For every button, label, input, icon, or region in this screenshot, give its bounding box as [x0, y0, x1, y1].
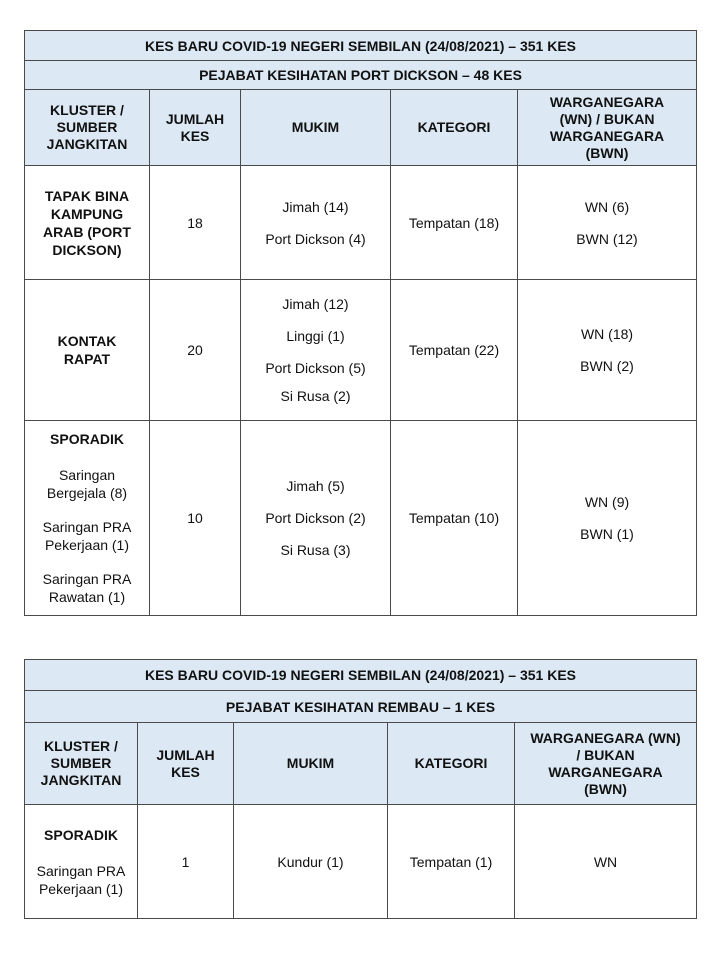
warga-cell: WN [515, 805, 697, 919]
mukim-cell: Jimah (12) Linggi (1) Port Dickson (5) Si Rusa (2) [241, 280, 391, 421]
header-kluster: KLUSTER / SUMBER JANGKITAN [25, 723, 138, 805]
warga-cell: WN (9) BWN (1) [518, 421, 697, 616]
header-kategori: KATEGORI [391, 90, 518, 166]
table-title: KES BARU COVID-19 NEGERI SEMBILAN (24/08/2021) – 351 KES [25, 31, 697, 61]
table-subtitle: PEJABAT KESIHATAN REMBAU – 1 KES [25, 691, 697, 723]
jumlah-cell: 10 [150, 421, 241, 616]
table-port-dickson [24, 30, 697, 616]
mukim-cell: Jimah (5) Port Dickson (2) Si Rusa (3) [241, 421, 391, 616]
kategori-cell: Tempatan (18) [391, 166, 518, 280]
table-row [25, 805, 697, 919]
kategori-cell: Tempatan (22) [391, 280, 518, 421]
table-rembau [24, 659, 697, 919]
kluster-cell: SPORADIK Saringan PRA Pekerjaan (1) [25, 805, 138, 919]
header-mukim: MUKIM [241, 90, 391, 166]
warga-cell: WN (6) BWN (12) [518, 166, 697, 280]
jumlah-cell: 20 [150, 280, 241, 421]
kluster-cell: SPORADIK Saringan Bergejala (8) Saringan PRA Pekerjaan (1) Saringan PRA Rawatan (1) [25, 421, 150, 616]
header-jumlah-kes: JUMLAH KES [138, 723, 234, 805]
kategori-cell: Tempatan (1) [388, 805, 515, 919]
table-subtitle: PEJABAT KESIHATAN PORT DICKSON – 48 KES [25, 61, 697, 90]
table-row [25, 166, 697, 280]
warga-cell: WN (18) BWN (2) [518, 280, 697, 421]
table-row [25, 421, 697, 616]
header-mukim: MUKIM [234, 723, 388, 805]
mukim-cell: Kundur (1) [234, 805, 388, 919]
header-warganegara: WARGANEGARA (WN) / BUKAN WARGANEGARA (BWN) [515, 723, 697, 805]
header-kluster: KLUSTER / SUMBER JANGKITAN [25, 90, 150, 166]
header-warganegara: WARGANEGARA (WN) / BUKAN WARGANEGARA (BWN) [518, 90, 697, 166]
jumlah-cell: 18 [150, 166, 241, 280]
table-title: KES BARU COVID-19 NEGERI SEMBILAN (24/08/2021) – 351 KES [25, 660, 697, 691]
jumlah-cell: 1 [138, 805, 234, 919]
mukim-cell: Jimah (14) Port Dickson (4) [241, 166, 391, 280]
kluster-cell: KONTAK RAPAT [25, 280, 150, 421]
header-kategori: KATEGORI [388, 723, 515, 805]
kluster-cell: TAPAK BINA KAMPUNG ARAB (PORT DICKSON) [25, 166, 150, 280]
kategori-cell: Tempatan (10) [391, 421, 518, 616]
table-row [25, 280, 697, 421]
header-jumlah-kes: JUMLAH KES [150, 90, 241, 166]
